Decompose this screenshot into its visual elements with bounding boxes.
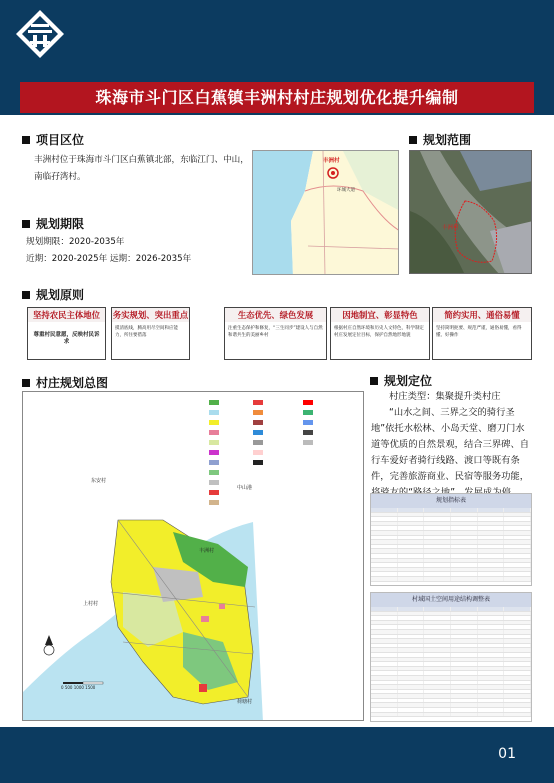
section-principles-heading: 规划原则 — [22, 286, 84, 303]
plan-legend — [209, 400, 313, 505]
table-row — [371, 713, 531, 718]
bullet-square-icon — [22, 136, 30, 144]
bullet-square-icon — [22, 379, 30, 387]
section-plan-heading: 村庄规划总图 — [22, 374, 108, 391]
section-location-heading: 项目区位 — [22, 131, 84, 148]
location-map-label: 丰洲村 — [323, 158, 340, 164]
footer-band — [0, 727, 554, 783]
general-plan-graphic — [23, 392, 364, 721]
bullet-square-icon — [22, 220, 30, 228]
header-band — [0, 0, 554, 115]
positioning-type: 村庄类型：集聚提升类村庄 — [389, 391, 501, 402]
location-map[interactable] — [252, 150, 399, 275]
period-line-1: 规划期限：2020-2035年 — [26, 237, 125, 247]
plan-label-north: 东安村 — [91, 478, 107, 484]
page-number: 01 — [498, 746, 516, 762]
section-period-heading: 规划期限 — [22, 215, 84, 232]
positioning-paragraph: “山水之间、三界之交的骑行圣地”依托水松林、小岛天堂、磨刀门水道等优质的自然景观，结合三界碑、自行车爱好者骑行线路、渡口等既有条件，完善旅游商业、民宿等服务功能， — [371, 407, 530, 482]
location-map-graphic — [253, 151, 399, 275]
plan-label-west: 上村村 — [83, 601, 99, 607]
principle-card-1: 坚持农民主体地位 尊重村民意愿，反映村民诉求 — [27, 307, 106, 360]
plan-label-south: 荷塘村 — [237, 699, 253, 705]
satellite-graphic — [410, 151, 532, 274]
section-positioning-heading: 规划定位 — [370, 372, 432, 389]
principle-card-2: 务实规划、突出重点 摸清底线，腾高用尽空间和应能力，所住要措落 — [111, 307, 190, 360]
document-title: 珠海市斗门区白蕉镇丰洲村村庄规划优化提升编制 — [20, 82, 534, 113]
plan-label-center: 丰洲村 — [199, 548, 215, 554]
location-text: 丰洲村位于珠海市斗门区白蕉镇北部，东临江门、中山，南临孖湾村。 — [34, 155, 249, 182]
plan-label-east: 中山港 — [237, 485, 253, 491]
village-logo — [14, 8, 66, 60]
scope-map-label: 丰洲村 — [442, 225, 459, 231]
landuse-table — [370, 592, 532, 722]
bullet-square-icon — [409, 136, 417, 144]
period-line-2: 近期：2020-2025年 远期：2026-2035年 — [26, 254, 192, 264]
principle-card-4: 因地制宜、彰显特色 根据村庄自然环境和历史人文特色，科学制定村庄发展定位目标，保护自然地形地貌 — [330, 307, 430, 360]
location-map-road: 环城大道 — [337, 188, 355, 193]
indicators-table-title: 规划指标表 — [371, 494, 531, 508]
principle-card-5: 简约实用、通俗易懂 坚持简明扼要、规范严谨，通俗易懂，看得懂、好操作 — [432, 307, 532, 360]
indicators-table — [370, 493, 532, 586]
landuse-table-title: 村域国土空间用途结构调整表 — [371, 593, 531, 607]
section-scope-heading: 规划范围 — [409, 131, 471, 148]
general-plan-map[interactable] — [22, 391, 364, 721]
scope-satellite-map[interactable] — [409, 150, 532, 274]
principle-card-3: 生态优先、绿色发展 注重生态保护和修复，“三生同步”建设人与自然和谐共生的美丽乡村 — [224, 307, 327, 360]
plan-scale: 0 500 1000 1500 — [61, 685, 96, 690]
bullet-square-icon — [370, 377, 378, 385]
table-row — [371, 577, 531, 582]
bullet-square-icon — [22, 291, 30, 299]
